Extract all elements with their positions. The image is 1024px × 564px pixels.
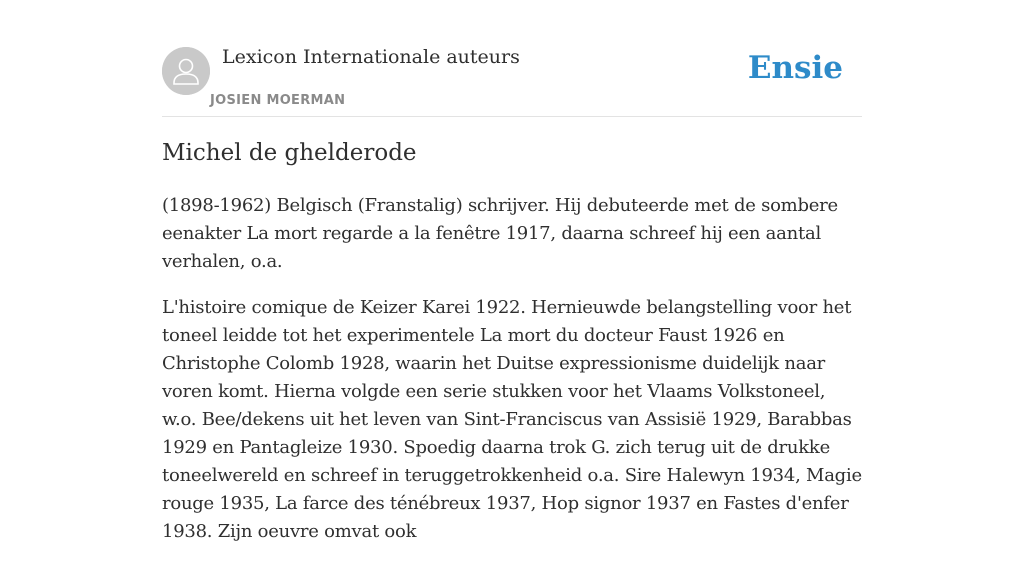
avatar[interactable] [162,47,210,95]
paragraph: (1898-1962) Belgisch (Franstalig) schrijver. Hij debuteerde met de sombere eenakter La mort regarde a la fenêtre 1917, daarna schreef hij een aantal verhalen, o.a. [162,195,838,272]
author-name[interactable]: JOSIEN MOERMAN [210,93,346,108]
header [162,0,862,117]
entry-content [162,192,862,564]
paragraph: L'histoire comique de Keizer Karei 1922. Hernieuwde belangstelling voor het toneel leidde tot het experimentele La mort du docteur Faust 1926 en Christophe Colomb 1928, waarin het Duitse expressionisme duidelijk naar voren komt. Hierna volgde een serie stukken voor het Vlaams Volkstoneel, w.o. Bee/dekens uit het leven van Sint-Franciscus van Assisië 1929, Barabbas 1929 en Pantagleize 1930. Spoedig daarna trok G. zich terug uit de drukke toneelwereld en schreef in teruggetrokkenheid o.a. Sire Halewyn 1934, Magie rouge 1935, La farce des ténébreux 1937, Hop signor 1937 en Fastes d'enfer 1938. Zijn oeuvre omvat ook [162,297,862,542]
entry-title: Michel de ghelderode [162,140,417,166]
user-silhouette-icon [162,47,210,95]
book-title[interactable]: Lexicon Internationale auteurs [222,46,520,68]
brand-logo[interactable]: Ensie [747,50,843,86]
